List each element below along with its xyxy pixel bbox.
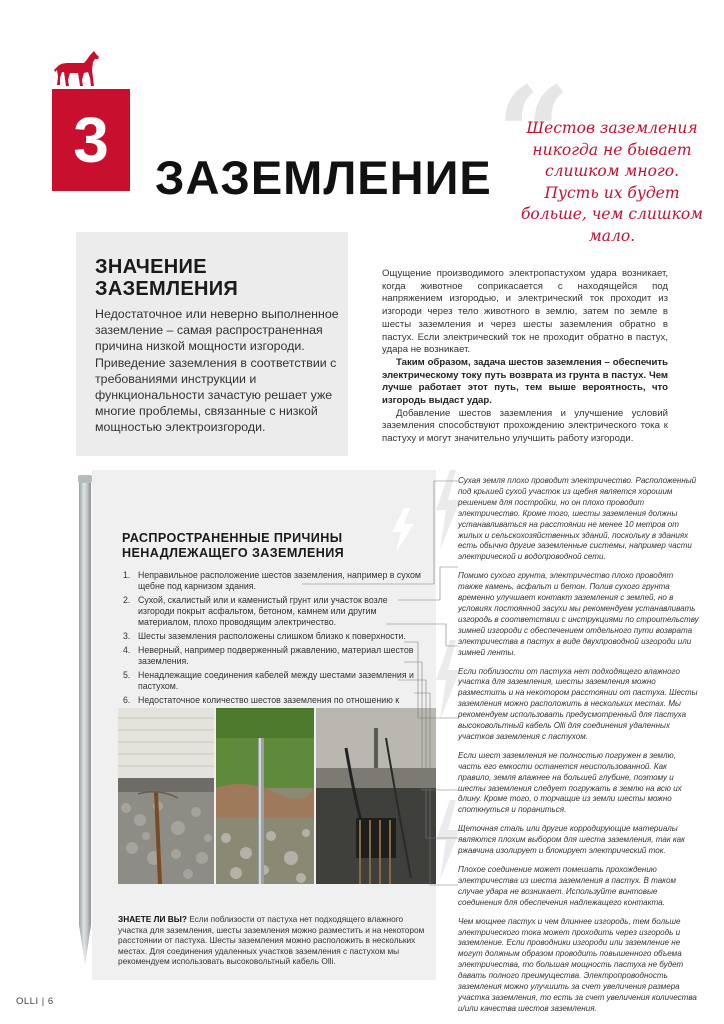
quote-mark-icon: “ (496, 58, 571, 211)
list-text: Шесты заземления расположены слишком близко к поверхности. (138, 631, 406, 641)
list-text: Неправильное расположение шестов заземления, например в сухом щебне под карнизом здания. (138, 570, 421, 591)
list-number: 3. (123, 631, 131, 641)
page-footer (16, 996, 54, 1007)
list-number: 1. (123, 570, 131, 580)
list-text: Ненадлежащие соединения кабелей между шестами заземления и пастухом. (138, 670, 414, 691)
side-note: Если шест заземления не полностью погружен в землю, часть его емкости останется неиспользованной. Как правило, земля влажнее на большей глубине, поэтому и шесты заземления следует погружать в землю на всю их длину. Кроме того, о торчащие из земли шесты можно споткнуться и пораниться. (458, 750, 682, 815)
footer-brand: OLLI (16, 996, 39, 1007)
body-paragraph: Добавление шестов заземления и улучшение условий заземления способствуют прохождению электрического тока к пастуху и могут значительно улучшить работу изгороди. (382, 407, 668, 445)
list-item (123, 670, 423, 692)
list-number: 5. (123, 670, 131, 680)
page-number: 6 (47, 996, 54, 1007)
side-note: Если поблизости от пастуха нет подходящего влажного участка для заземления, шесты заземления можно разместить и на некотором расстоянии от пастуха. Шесты заземления можно расположить в нескольких местах. Мы рекомендуем использовать предусмотренный для пастуха высоковольтный кабель Olli для соединения удаленных участков заземления с пастухом. (458, 666, 698, 741)
photo-strip (118, 708, 436, 884)
list-item (123, 570, 423, 592)
section-lead: Недостаточное или неверно выполненное заземление – самая распространенная причина низкой мощности изгороди. Приведение заземления в соответствии с требованиями инструкции и функциональности зачастую решает уже многие проблемы, связанные с низкой мощностью электроизгороди. (95, 307, 339, 435)
list-number: 2. (123, 595, 131, 605)
body-paragraph-bold (382, 357, 668, 408)
body-bold-text: Таким образом, задача шестов заземления – обеспечить электрическому току путь возврата из грунта в пастух. Чем лучше работает этот путь, тем выше вероятность, что изгородь выдаст удар. (382, 356, 668, 407)
page-title: ЗАЗЕМЛЕНИЕ (155, 151, 492, 204)
list-text: Неверный, например подверженный ржавлению, материал шестов заземления. (138, 645, 414, 666)
footer-separator: | (41, 996, 45, 1007)
list-item (123, 631, 423, 642)
list-number: 4. (123, 645, 131, 655)
causes-heading: РАСПРОСТРАНЕННЫЕ ПРИЧИНЫ НЕНАДЛЕЖАЩЕГО ЗАЗЕМЛЕНИЯ (122, 531, 345, 560)
pull-quote: Шестов заземления никогда не бывает слишком много. Пусть их будет больше, чем слишком мало. (520, 119, 704, 245)
causes-list (123, 570, 423, 720)
side-note: Чем мощнее пастух и чем длиннее изгородь, тем больше электрического тока может проходить через изгородь и заземление. Если проводники изгороди или заземление не могут должным образом проводить повышенного объема электричества, то большая мощность пастуха не будет давать полного преимущества. Электропроводность заземления можно улучшить за счет увеличения размера участка заземления, то есть за счет увеличения количества и/или качества шестов заземления. (458, 916, 697, 1013)
did-you-know-text: Если поблизости от пастуха нет подходящего влажного участка для заземления, шесты заземления можно разместить и на некотором расстоянии от пастуха. Шесты заземления можно расположить в нескольких местах. Для соединения удаленных участков заземления с пастухом мы рекомендуем использовать высоковольтный кабель Olli. (118, 914, 425, 967)
photo-grass-rod (216, 708, 314, 884)
list-item (123, 595, 423, 628)
body-paragraph: Ощущение производимого электропастухом удара возникает, когда животное соприкасается с находящейся под напряжением изгородью, и электрический ток проходит из изгороди через тело животного в землю, затем по земле в шесты заземления и через шесты заземления обратно в пастух. Если электрический ток не проходит обратно в пастух, удара не возникает. (382, 268, 668, 356)
side-note: Помимо сухого грунта, электричество плохо проводят также камень, асфальт и бетон. Полив сухого грунта временно улучшает контакт заземления с землей, но в условиях постоянной засухи мы рекомендуем устанавливать изгородь в соответствии с инструкциями по строительству зимней изгороди с обеспечением отдельного пути возврата электричества в пастух в виде двухпроводной изгороди или зимней ленты. (458, 571, 699, 657)
side-note: Сухая земля плохо проводит электричество. Расположенный под крышей сухой участок из щебня является хорошим решением для постройки, но он плохо проводит электричество. Кроме того, шесты заземления должны устанавливаться на расстоянии не менее 10 метров от жилых и сельскохозяйственных зданий, поскольку в зданиях есть обычно другие заземленные системы, например части электрической и водопроводной сети. (458, 476, 697, 562)
body-text (382, 268, 668, 446)
side-note: Плохое соединение может помешать прохождению электричества из шеста заземления в пастух. В таком случае удара не возникает. Используйте винтовые соединения для обеспечения надлежащего контакта. (458, 865, 676, 907)
did-you-know-box (118, 914, 434, 967)
section-heading: ЗНАЧЕНИЕ ЗАЗЕМЛЕНИЯ (95, 256, 239, 300)
chapter-number: 3 (73, 104, 109, 176)
side-note: Щеточная сталь или другие корродирующие материалы являются плохим выбором для шеста заземления, так как ржавчина изолирует и блокирует электрический ток. (458, 824, 685, 856)
photo-cable-connection (316, 708, 436, 884)
list-item (123, 645, 423, 667)
side-notes (458, 476, 700, 1023)
grounding-rod-image (75, 475, 95, 965)
photo-wall-gravel (118, 708, 214, 884)
list-text: Недостаточное количество шестов заземления по отношению к (138, 695, 400, 705)
list-text: Сухой, скалистый или и каменистый грунт или участок возле изгороди покрыт асфальтом, бетоном, камнем или другим материалом, плохо проводящим электричество. (138, 595, 388, 627)
list-number: 6. (123, 695, 131, 705)
did-you-know-label: ЗНАЕТЕ ЛИ ВЫ? (118, 914, 187, 924)
horse-icon (54, 48, 102, 88)
